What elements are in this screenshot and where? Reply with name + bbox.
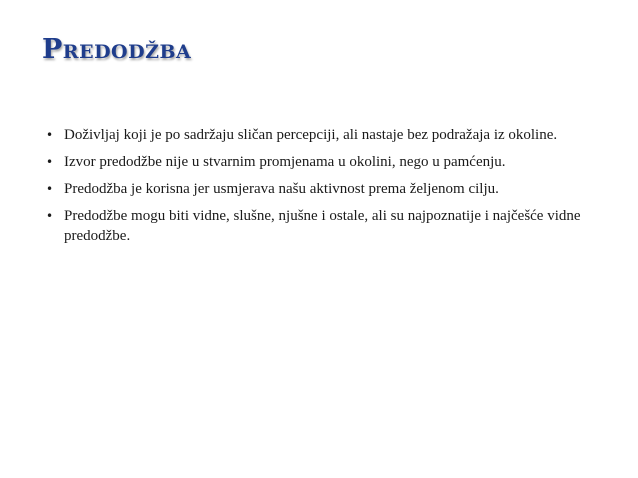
bullet-list xyxy=(46,125,596,253)
slide-title: Predodžba xyxy=(42,34,192,65)
bullet-icon: • xyxy=(46,155,54,169)
bullet-text: Predodžba je korisna jer usmjerava našu aktivnost prema željenom cilju. xyxy=(64,181,499,197)
bullet-icon: • xyxy=(46,128,54,142)
bullet-item xyxy=(46,206,596,246)
bullet-item xyxy=(46,125,596,145)
bullet-text: Predodžbe mogu biti vidne, slušne, njušne i ostale, ali su najpoznatije i najčešće vidne predodžbe. xyxy=(64,208,581,244)
bullet-icon: • xyxy=(46,182,54,196)
bullet-text: Izvor predodžbe nije u stvarnim promjenama u okolini, nego u pamćenju. xyxy=(64,154,506,170)
bullet-icon: • xyxy=(46,209,54,223)
bullet-item xyxy=(46,152,596,172)
bullet-item xyxy=(46,179,596,199)
bullet-text: Doživljaj koji je po sadržaju sličan percepciji, ali nastaje bez podražaja iz okoline. xyxy=(64,127,558,143)
